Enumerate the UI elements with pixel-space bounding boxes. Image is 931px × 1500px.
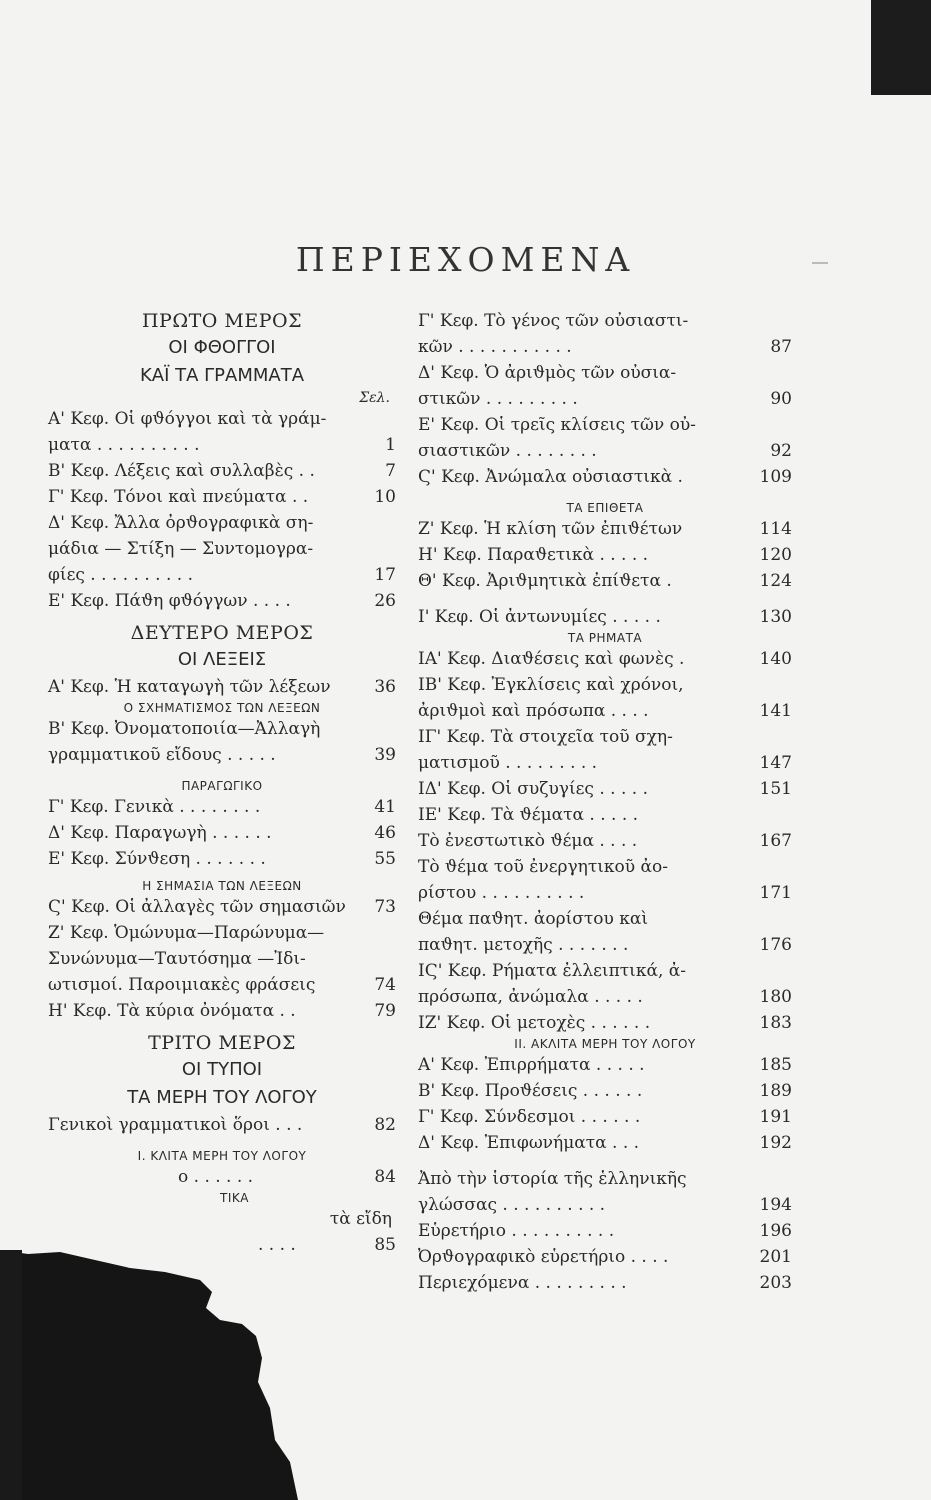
page-number: 1 [385, 435, 396, 455]
page-edge-shadow [871, 0, 931, 95]
entry-title: ΙΑ' Κεφ. Διαϑέσεις καὶ φωνὲς . [418, 649, 685, 669]
entry-title: Γ' Κεφ. Τόνοι καὶ πνεύματα . . [48, 487, 309, 507]
entry-title: Θέμα παϑητ. ἀορίστου καὶ παϑητ. μετοχῆς . . . . . . . [418, 909, 649, 955]
toc-entry [48, 998, 396, 1024]
entry-title: Α' Κεφ. Οἱ φϑόγγοι καὶ τὰ γράμ- ματα . . . . . . . . . . [48, 409, 327, 455]
section-heading: ΤΑ ΕΠΙΘΕΤΑ [566, 501, 644, 515]
page-number: 130 [759, 607, 792, 627]
entry-title: Γ' Κεφ. Σύνδεσμοι . . . . . . [418, 1107, 641, 1127]
page-number: 109 [759, 467, 792, 487]
page-number: 183 [759, 1013, 792, 1033]
toc-entry-group [418, 646, 792, 1036]
toc-entry: τὰ εἴδη [329, 1209, 392, 1229]
page-number: 55 [374, 849, 396, 869]
toc-entry [418, 568, 792, 594]
entry-title: Ἀπὸ τὴν ἱστορία τῆς ἑλληνικῆς γλώσσας . . . . . . . . . . [418, 1169, 687, 1215]
page-number: 180 [759, 987, 792, 1007]
toc-entry [48, 484, 396, 510]
part-title: ΔΕΥΤΕΡΟ ΜΕΡΟΣ [130, 622, 314, 644]
page-number: 201 [759, 1247, 792, 1267]
toc-entry [418, 1244, 792, 1270]
toc-entry [418, 724, 792, 776]
toc-entry [418, 1166, 792, 1218]
toc-entry [48, 920, 396, 998]
entry-title: ΙΕ' Κεφ. Τὰ ϑέματα . . . . . Τὸ ἐνεστωτικὸ ϑέμα . . . . [418, 805, 639, 851]
toc-entry [48, 846, 396, 872]
toc-entry [418, 802, 792, 854]
page-number: 39 [374, 745, 396, 765]
toc-entry [418, 516, 792, 542]
toc-entry [48, 510, 396, 588]
entry-title: ΙΖ' Κεφ. Οἱ μετοχὲς . . . . . . [418, 1013, 651, 1033]
toc-entry [418, 1010, 792, 1036]
toc-entry [418, 1270, 792, 1296]
toc-entry-group [48, 894, 396, 1024]
entry-title: Γ' Κεφ. Τὸ γένος τῶν οὐσιαστι- κῶν . . . . . . . . . . . [418, 311, 689, 357]
toc-entry-group [418, 1166, 792, 1296]
page-number: 176 [759, 935, 792, 955]
entry-title: Δ' Κεφ. Ἄλλα ὀρϑογραφικὰ ση- μάδια — Στίξη — Συντομογρα- φίες . . . . . . . . . . [48, 513, 314, 585]
toc-entry [418, 308, 792, 360]
page-number: 194 [759, 1195, 792, 1215]
toc-entry [418, 464, 792, 490]
entry-title: Ϛ' Κεφ. Οἱ ἀλλαγὲς τῶν σημασιῶν [48, 897, 346, 917]
page-number: 7 [385, 461, 396, 481]
page-number: 85 [374, 1235, 396, 1255]
entry-title: Τὸ ϑέμα τοῦ ἐνεργητικοῦ ἀο- ρίστου . . . . . . . . . . [418, 857, 668, 903]
entry-title: Ε' Κεφ. Οἱ τρεῖς κλίσεις τῶν οὐ- σιαστικῶν . . . . . . . . [418, 415, 696, 461]
entry-title: Περιεχόμενα . . . . . . . . . [418, 1273, 627, 1293]
toc-entry-group [418, 308, 792, 490]
toc-entry: ο . . . . . . 84 [48, 1164, 396, 1190]
toc-entry [418, 646, 792, 672]
toc-entry [418, 958, 792, 1010]
toc-entry [418, 854, 792, 906]
page-number: 191 [759, 1107, 792, 1127]
page-number: 82 [374, 1115, 396, 1135]
page-number: 185 [759, 1055, 792, 1075]
page-number: 124 [759, 571, 792, 591]
page-number: 79 [374, 1001, 396, 1021]
entry-title: ΙΔ' Κεφ. Οἱ συζυγίες . . . . . [418, 779, 648, 799]
toc-entry [48, 588, 396, 614]
entry-title: Ζ' Κεφ. Ὁμώνυμα—Παρώνυμα— Συνώνυμα—Ταυτόσημα —Ἰδι- ωτισμοί. Παροιμιακὲς φράσεις [48, 923, 325, 995]
toc-entry [48, 820, 396, 846]
part-subtitle: ΟΙ ΤΥΠΟΙ [181, 1059, 263, 1080]
page-number: 147 [759, 753, 792, 773]
page-number: 46 [374, 823, 396, 843]
toc-entry [418, 360, 792, 412]
part-subtitle: ΟΙ ΦΘΟΓΓΟΙ [168, 337, 276, 358]
entry-title: Η' Κεφ. Παραϑετικὰ . . . . . [418, 545, 649, 565]
toc-left-column [48, 308, 396, 1258]
toc-entry: Ι' Κεφ. Οἱ ἀντωνυμίες . . . . . 130 [418, 604, 792, 630]
toc-entry [418, 1104, 792, 1130]
entry-title: Εὑρετήριο . . . . . . . . . . [418, 1221, 615, 1241]
torn-corner-damage [0, 1250, 360, 1500]
page-number: 192 [759, 1133, 792, 1153]
page-number: 87 [770, 337, 792, 357]
toc-entry: Α' Κεφ. Ἡ καταγωγὴ τῶν λέξεων 36 [48, 674, 396, 700]
page-title: ΠΕΡΙΕΧΟΜΕΝΑ [295, 240, 636, 279]
toc-entry [48, 458, 396, 484]
page-number: 10 [374, 487, 396, 507]
margin-mark [812, 262, 828, 264]
section-heading: ΙΙ. ΑΚΛΙΤΑ ΜΕΡΗ ΤΟΥ ΛΟΓΟΥ [514, 1037, 696, 1051]
page-number: 84 [374, 1167, 396, 1187]
toc-entry-group [48, 406, 396, 614]
section-heading: Ο ΣΧΗΜΑΤΙΣΜΟΣ ΤΩΝ ΛΕΞΕΩΝ [123, 701, 321, 715]
entry-title: Β' Κεφ. Προϑέσεις . . . . . . [418, 1081, 643, 1101]
part-subtitle: ΤΑ ΜΕΡΗ ΤΟΥ ΛΟΓΟΥ [127, 1087, 317, 1108]
page-edge-shadow [0, 1250, 22, 1500]
entry-title: Α' Κεφ. Ἐπιρρήματα . . . . . [418, 1055, 645, 1075]
entry-title: Β' Κεφ. Λέξεις καὶ συλλαβὲς . . [48, 461, 315, 481]
page-number: 171 [759, 883, 792, 903]
toc-entry [418, 672, 792, 724]
toc-entry [418, 412, 792, 464]
page-column-label: Σελ. [359, 390, 390, 406]
part-subtitle: ΚΑΪ ΤΑ ΓΡΑΜΜΑΤΑ [139, 365, 305, 386]
part-subtitle: ΟΙ ΛΕΞΕΙΣ [177, 649, 267, 670]
page-number: 140 [759, 649, 792, 669]
entry-title: Δ' Κεφ. Ὁ ἀριϑμὸς τῶν οὐσια- στικῶν . . . . . . . . . [418, 363, 677, 409]
part-title: ΠΡΩΤΟ ΜΕΡΟΣ [141, 310, 302, 332]
page-number: 203 [759, 1273, 792, 1293]
toc-entry [418, 1218, 792, 1244]
page-number: 141 [759, 701, 792, 721]
section-heading: Ι. ΚΛΙΤΑ ΜΕΡΗ ΤΟΥ ΛΟΓΟΥ [137, 1149, 307, 1163]
toc-entry [418, 1052, 792, 1078]
toc-entry [48, 894, 396, 920]
page-number: 151 [759, 779, 792, 799]
page-number: 90 [770, 389, 792, 409]
page-number: 74 [374, 975, 396, 995]
entry-title: Ϛ' Κεφ. Ἀνώμαλα οὐσιαστικὰ . [418, 467, 683, 487]
toc-entry [418, 1130, 792, 1156]
toc-entry [48, 794, 396, 820]
page-number: 196 [759, 1221, 792, 1241]
page-number: 41 [374, 797, 396, 817]
part-title: ΤΡΙΤΟ ΜΕΡΟΣ [148, 1032, 296, 1054]
section-heading: Η ΣΗΜΑΣΙΑ ΤΩΝ ΛΕΞΕΩΝ [142, 879, 302, 893]
section-heading: ΤΑ ΡΗΜΑΤΑ [567, 631, 643, 645]
page-number: 36 [374, 677, 396, 697]
page-number: 26 [374, 591, 396, 611]
toc-entry [418, 906, 792, 958]
entry-title: Θ' Κεφ. Ἀριϑμητικὰ ἐπίϑετα . [418, 571, 672, 591]
page-number: 189 [759, 1081, 792, 1101]
toc-entry: Β' Κεφ. Ὀνοματοποιία—Ἀλλαγὴ γραμματικοῦ εἴδους . . . . . 39 [48, 716, 396, 768]
toc-entry: . . . . 85 [48, 1232, 396, 1258]
page-number: 92 [770, 441, 792, 461]
entry-title: Ζ' Κεφ. Ἡ κλίση τῶν ἐπιϑέτων [418, 519, 683, 539]
entry-title: ΙϚ' Κεφ. Ρήματα ἐλλειπτικά, ἀ- πρόσωπα, ἀνώμαλα . . . . . [418, 961, 686, 1007]
entry-title: Ὀρϑογραφικὸ εὑρετήριο . . . . [418, 1247, 669, 1267]
toc-entry: Γενικοὶ γραμματικοὶ ὅροι . . . 82 [48, 1112, 396, 1138]
page-number: 17 [374, 565, 396, 585]
entry-title: Ε' Κεφ. Πάϑη φϑόγγων . . . . [48, 591, 291, 611]
page-number: 167 [759, 831, 792, 851]
entry-title: Ε' Κεφ. Σύνϑεση . . . . . . . [48, 849, 266, 869]
page-number: 120 [759, 545, 792, 565]
section-heading: ΤΙΚΑ [220, 1191, 249, 1205]
toc-entry-group [418, 1052, 792, 1156]
toc-entry [418, 776, 792, 802]
section-heading: ΠΑΡΑΓΩΓΙΚΟ [181, 779, 263, 793]
page-number: 73 [374, 897, 396, 917]
toc-entry-group [48, 794, 396, 872]
toc-entry [418, 542, 792, 568]
toc-entry [418, 1078, 792, 1104]
entry-title: Δ' Κεφ. Ἐπιφωνήματα . . . [418, 1133, 640, 1153]
entry-title: Δ' Κεφ. Παραγωγὴ . . . . . . [48, 823, 272, 843]
page-number: 114 [759, 519, 792, 539]
toc-entry-group [418, 516, 792, 594]
entry-title: Γ' Κεφ. Γενικὰ . . . . . . . . [48, 797, 261, 817]
toc-right-column [418, 308, 792, 1296]
entry-title: ΙΒ' Κεφ. Ἐγκλίσεις καὶ χρόνοι, ἀριϑμοὶ καὶ πρόσωπα . . . . [418, 675, 684, 721]
entry-title: ΙΓ' Κεφ. Τὰ στοιχεῖα τοῦ σχη- ματισμοῦ . . . . . . . . . [418, 727, 673, 773]
toc-entry [48, 406, 396, 458]
entry-title: Η' Κεφ. Τὰ κύρια ὀνόματα . . [48, 1001, 296, 1021]
